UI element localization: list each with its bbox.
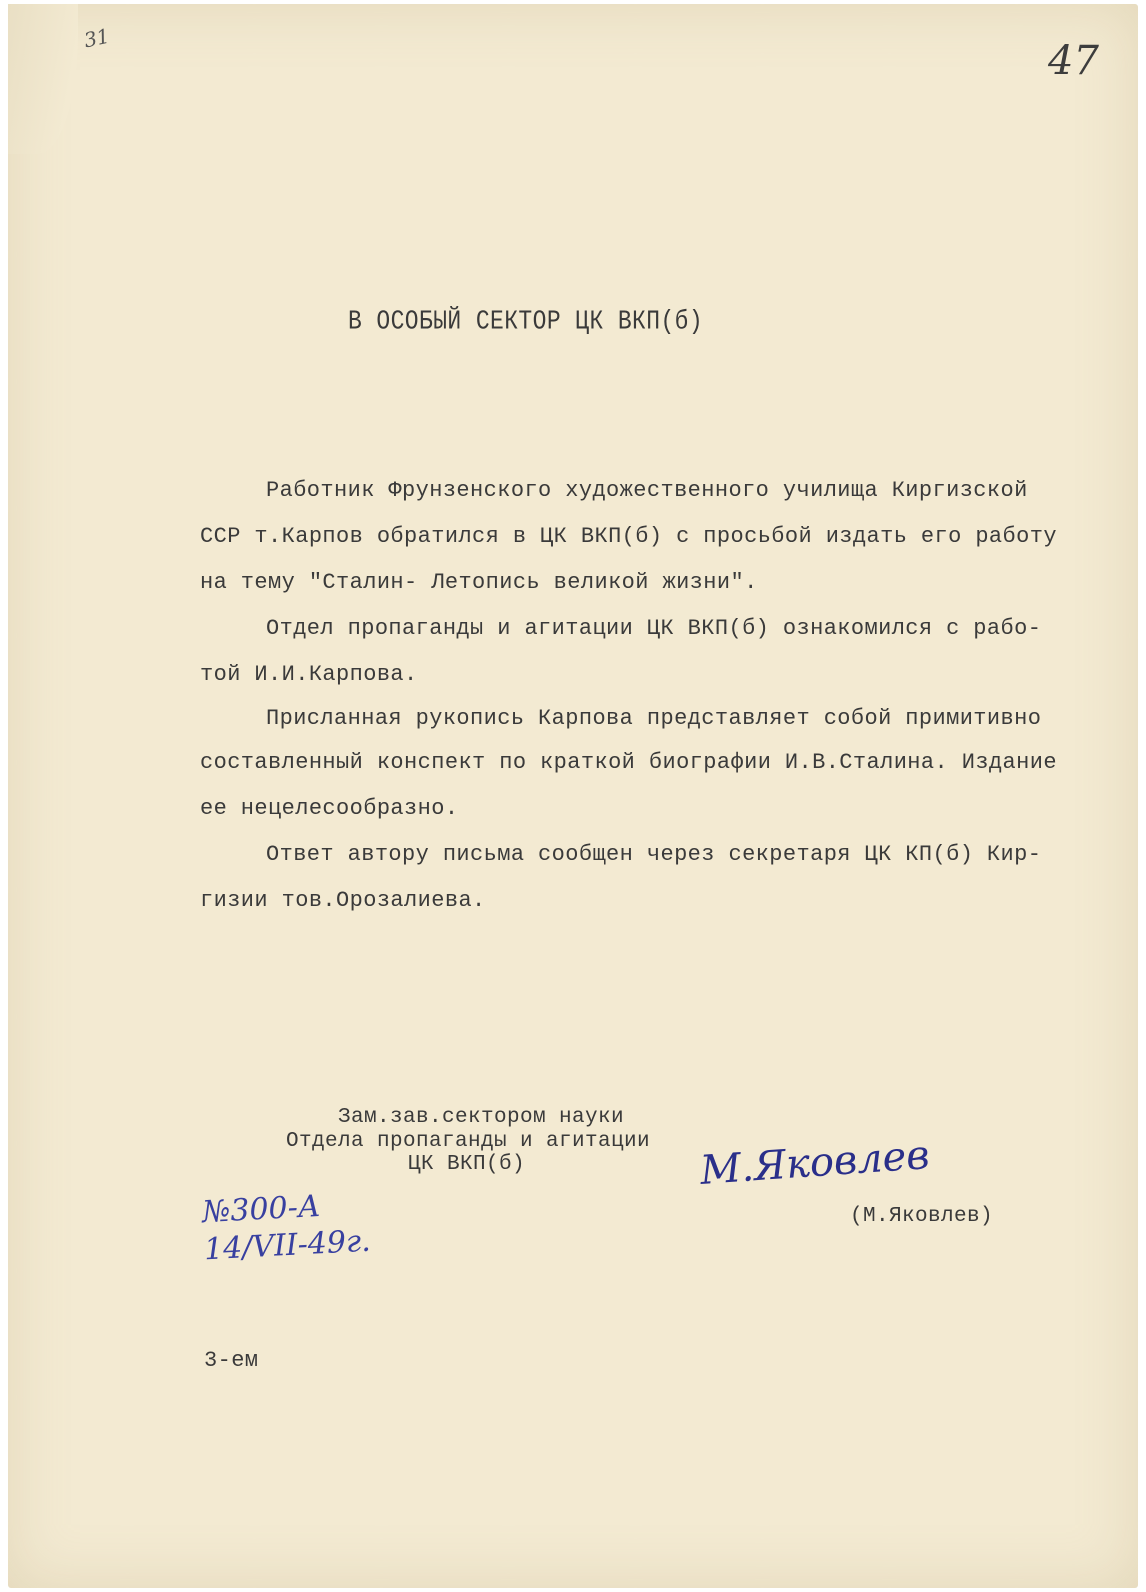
- addressee-heading: В ОСОБЫЙ СЕКТОР ЦК ВКП(б): [348, 306, 704, 337]
- body-line: ССР т.Карпов обратился в ЦК ВКП(б) с просьбой издать его работу: [200, 524, 1057, 549]
- paper-sheet: [8, 4, 1138, 1588]
- signature-title-line: Зам.зав.сектором науки: [338, 1106, 625, 1129]
- body-line: Работник Фрунзенского художественного училища Киргизской: [266, 478, 1028, 503]
- body-line: ее нецелесообразно.: [200, 796, 459, 821]
- registration-date: 14/VII-49г.: [203, 1223, 372, 1268]
- body-line: гизии тов.Орозалиева.: [200, 888, 486, 913]
- body-line: на тему "Сталин- Летопись великой жизни".: [200, 570, 758, 595]
- body-line: той И.И.Карпова.: [200, 662, 418, 687]
- body-line: Ответ автору письма сообщен через секретаря ЦК КП(б) Кир-: [266, 842, 1042, 867]
- body-line: Присланная рукопись Карпова представляет собой примитивно: [266, 706, 1042, 731]
- signature-title-line: ЦК ВКП(б): [408, 1153, 526, 1176]
- copies-note: 3-ем: [204, 1348, 259, 1373]
- signatory-name: (М.Яковлев): [850, 1205, 994, 1228]
- signature-title-line: Отдела пропаганды и агитации: [286, 1130, 651, 1153]
- handwritten-signature: М.Яковлев: [698, 1132, 931, 1194]
- body-line: Отдел пропаганды и агитации ЦК ВКП(б) ознакомился с рабо-: [266, 616, 1042, 641]
- page-number: 47: [1048, 38, 1099, 84]
- corner-pencil-mark: 31: [81, 23, 112, 53]
- registration-number: №300-А: [201, 1188, 322, 1231]
- body-line: составленный конспект по краткой биографии И.В.Сталина. Издание: [200, 750, 1057, 775]
